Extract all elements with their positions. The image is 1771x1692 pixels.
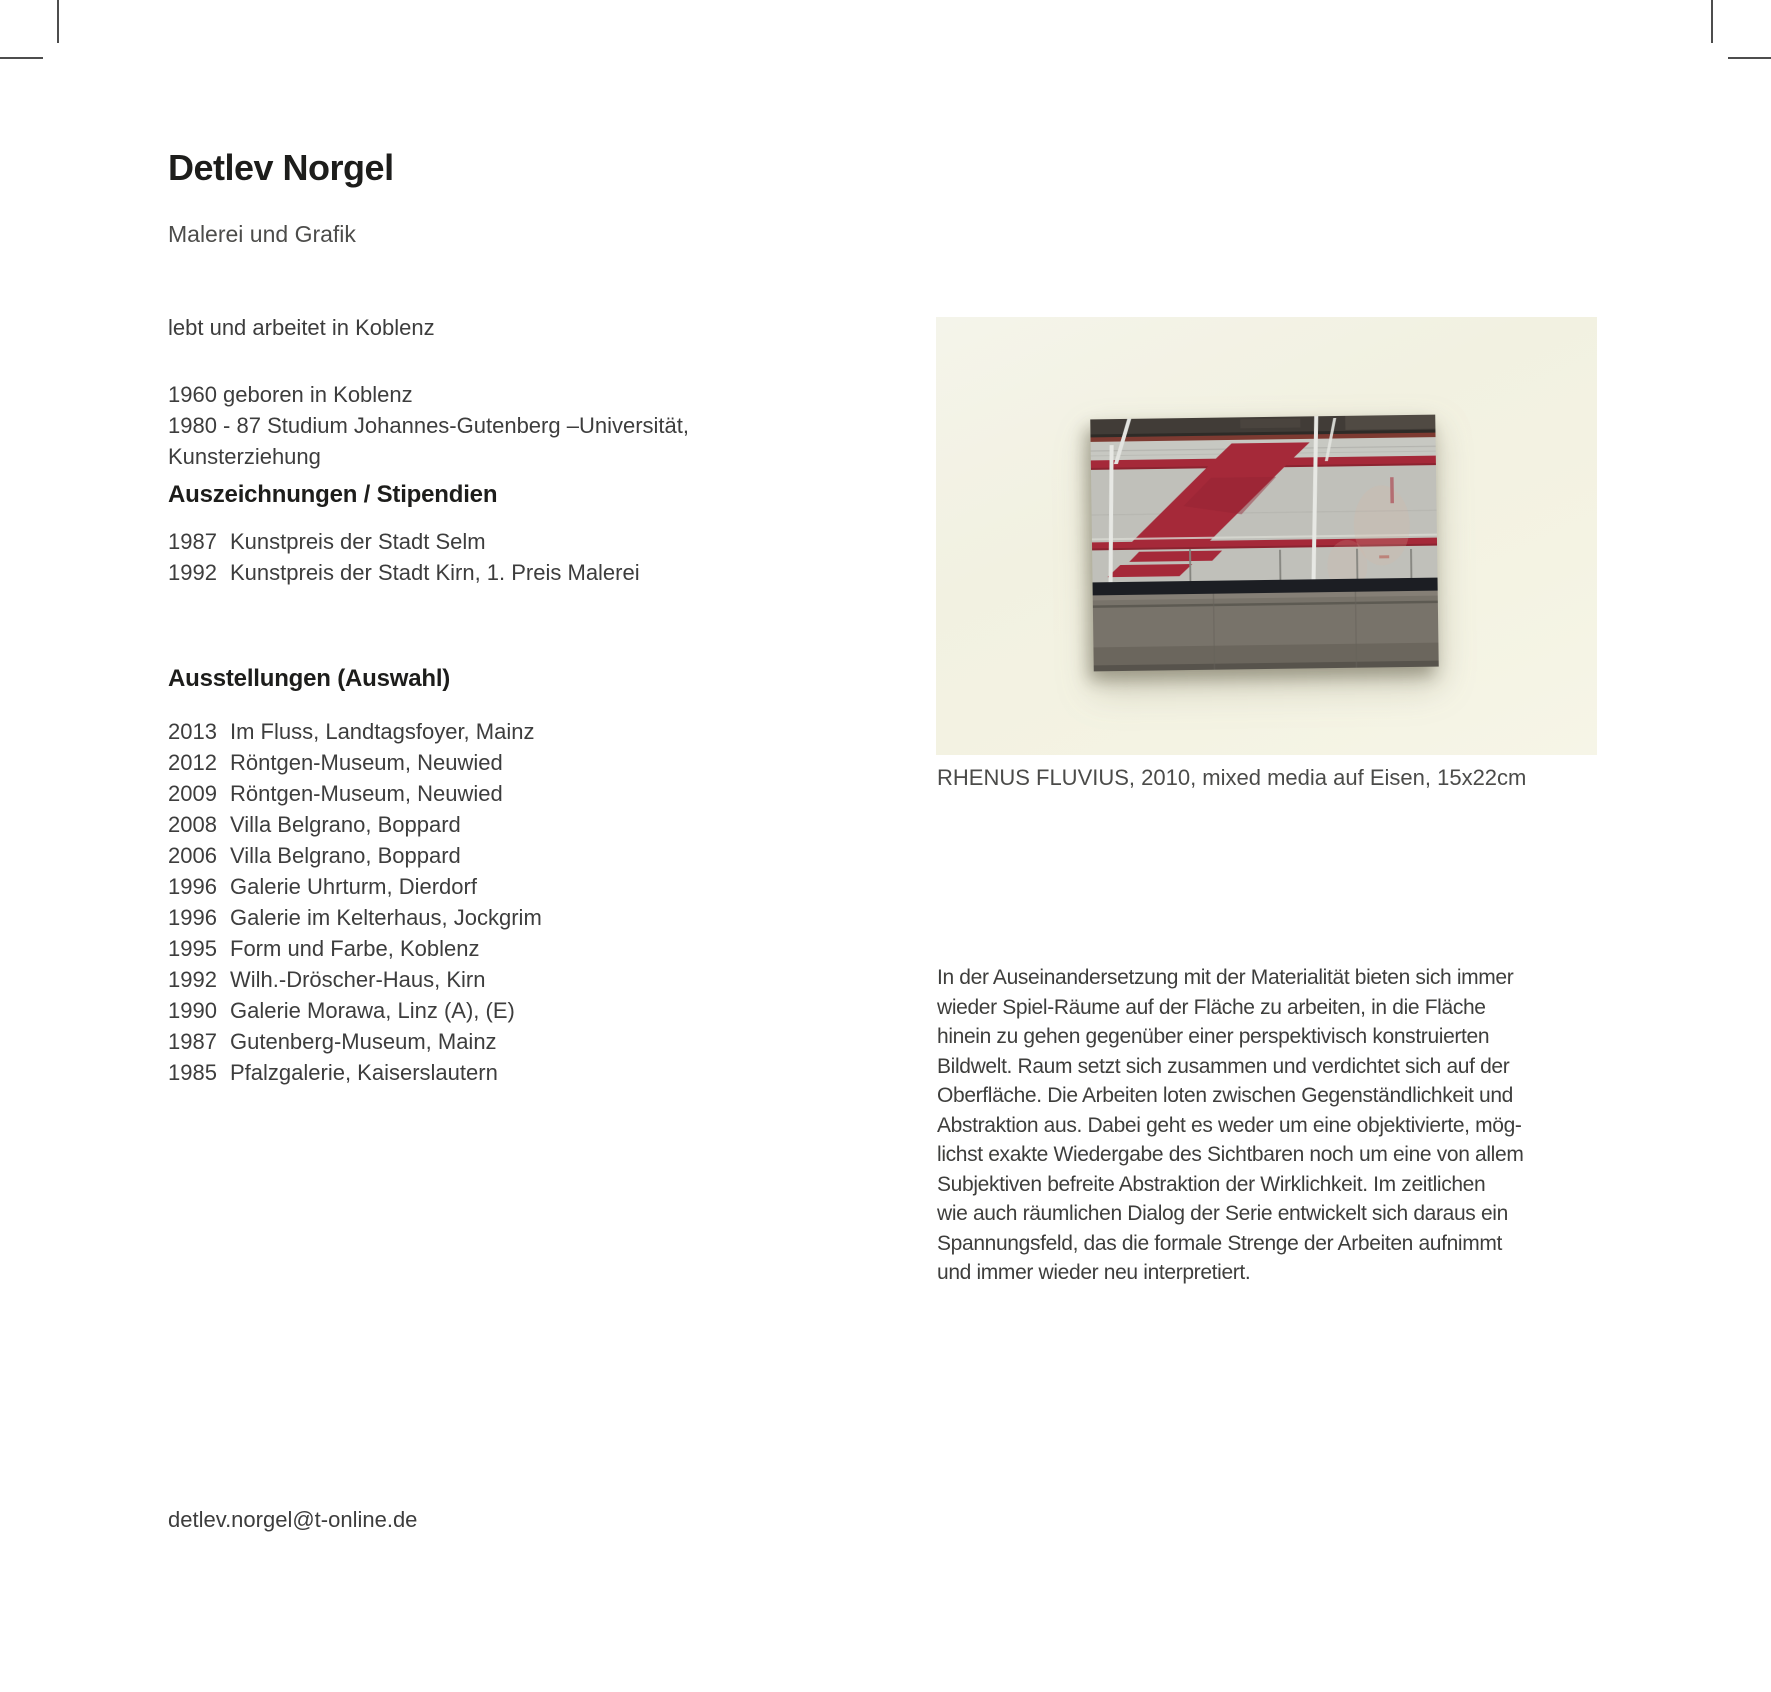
exhibition-year: 1990	[168, 998, 217, 1023]
artwork-image	[1090, 415, 1438, 672]
crop-mark-top-right-horizontal	[1728, 57, 1771, 59]
exhibition-venue: Röntgen-Museum, Neuwied	[230, 750, 503, 775]
exhibition-row	[168, 1026, 542, 1057]
exhibition-row	[168, 964, 542, 995]
exhibition-venue: Galerie Morawa, Linz (A), (E)	[230, 998, 515, 1023]
exhibition-venue: Galerie Uhrturm, Dierdorf	[230, 874, 477, 899]
exhibition-year: 1995	[168, 936, 217, 961]
bio-line: 1960 geboren in Koblenz	[168, 382, 413, 407]
exhibition-venue: Villa Belgrano, Boppard	[230, 812, 461, 837]
exhibition-year: 1996	[168, 905, 217, 930]
residence-line: lebt und arbeitet in Koblenz	[168, 315, 435, 340]
contact-email: detlev.norgel@t-online.de	[168, 1507, 418, 1532]
bio-list	[168, 379, 689, 472]
exhibition-row	[168, 995, 542, 1026]
statement-line: Abstraktion aus. Dabei geht es weder um eine objektivierte, mög-	[937, 1113, 1522, 1137]
exhibition-row	[168, 871, 542, 902]
exhibition-row	[168, 716, 542, 747]
award-year: 1987	[168, 529, 217, 554]
statement-line: lichst exakte Wiedergabe des Sichtbaren noch um eine von allem	[937, 1143, 1524, 1166]
exhibition-row	[168, 1057, 542, 1088]
exhibition-venue: Pfalzgalerie, Kaiserslautern	[230, 1060, 498, 1085]
exhibition-year: 1985	[168, 1060, 217, 1085]
exhibition-year: 2013	[168, 719, 217, 744]
exhibition-venue: Form und Farbe, Koblenz	[230, 936, 480, 961]
exhibition-year: 2008	[168, 812, 217, 837]
exhibition-year: 2009	[168, 781, 217, 806]
crop-mark-top-right-vertical	[1711, 0, 1713, 43]
crop-mark-top-left-horizontal	[0, 57, 43, 59]
statement-line: Spannungsfeld, das die formale Strenge der Arbeiten aufnimmt	[937, 1231, 1503, 1255]
exhibition-row	[168, 778, 542, 809]
exhibition-row	[168, 840, 542, 871]
statement-line: und immer wieder neu interpretiert.	[937, 1261, 1251, 1284]
statement-line: hinein zu gehen gegenüber einer perspektivisch konstruierten	[937, 1025, 1490, 1048]
exhibition-row	[168, 902, 542, 933]
award-row	[168, 526, 640, 557]
exhibition-row	[168, 747, 542, 778]
crop-mark-top-left-vertical	[57, 0, 59, 43]
exhibition-list	[168, 716, 542, 1088]
awards-heading: Auszeichnungen / Stipendien	[168, 481, 498, 508]
artist-name: Detlev Norgel	[168, 147, 394, 188]
exhibition-venue: Röntgen-Museum, Neuwied	[230, 781, 503, 806]
exhibition-venue: Wilh.-Dröscher-Haus, Kirn	[230, 967, 486, 992]
statement-line: wieder Spiel-Räume auf der Fläche zu arbeiten, in die Fläche	[937, 995, 1486, 1019]
exhibition-venue: Gutenberg-Museum, Mainz	[230, 1029, 497, 1054]
exhibition-year: 2006	[168, 843, 217, 868]
artist-subtitle: Malerei und Grafik	[168, 221, 356, 247]
exhibition-year: 1992	[168, 967, 217, 992]
exhibition-year: 2012	[168, 750, 217, 775]
statement-line: In der Auseinandersetzung mit der Materialität bieten sich immer	[937, 966, 1514, 989]
exhibitions-heading: Ausstellungen (Auswahl)	[168, 665, 451, 692]
exhibition-venue: Villa Belgrano, Boppard	[230, 843, 461, 868]
award-text: Kunstpreis der Stadt Kirn, 1. Preis Malerei	[230, 560, 640, 585]
artist-statement	[937, 963, 1523, 1288]
artwork-photo	[936, 317, 1597, 755]
exhibition-row	[168, 809, 542, 840]
award-year: 1992	[168, 560, 217, 585]
exhibition-row	[168, 933, 542, 964]
bio-line: Kunsterziehung	[168, 444, 321, 469]
award-text: Kunstpreis der Stadt Selm	[230, 529, 486, 554]
award-row	[168, 557, 640, 588]
statement-line: wie auch räumlichen Dialog der Serie entwickelt sich daraus ein	[937, 1202, 1508, 1225]
exhibition-venue: Im Fluss, Landtagsfoyer, Mainz	[230, 719, 535, 744]
artwork-caption: RHENUS FLUVIUS, 2010, mixed media auf Eisen, 15x22cm	[937, 765, 1527, 790]
exhibition-year: 1987	[168, 1029, 217, 1054]
exhibition-venue: Galerie im Kelterhaus, Jockgrim	[230, 905, 542, 930]
awards-list	[168, 526, 640, 588]
statement-line: Subjektiven befreite Abstraktion der Wirklichkeit. Im zeitlichen	[937, 1172, 1486, 1196]
statement-line: Bildwelt. Raum setzt sich zusammen und verdichtet sich auf der	[937, 1054, 1510, 1078]
bio-line: 1980 - 87 Studium Johannes-Gutenberg –Universität,	[168, 413, 689, 438]
statement-line: Oberfläche. Die Arbeiten loten zwischen Gegenständlichkeit und	[937, 1084, 1513, 1107]
exhibition-year: 1996	[168, 874, 217, 899]
